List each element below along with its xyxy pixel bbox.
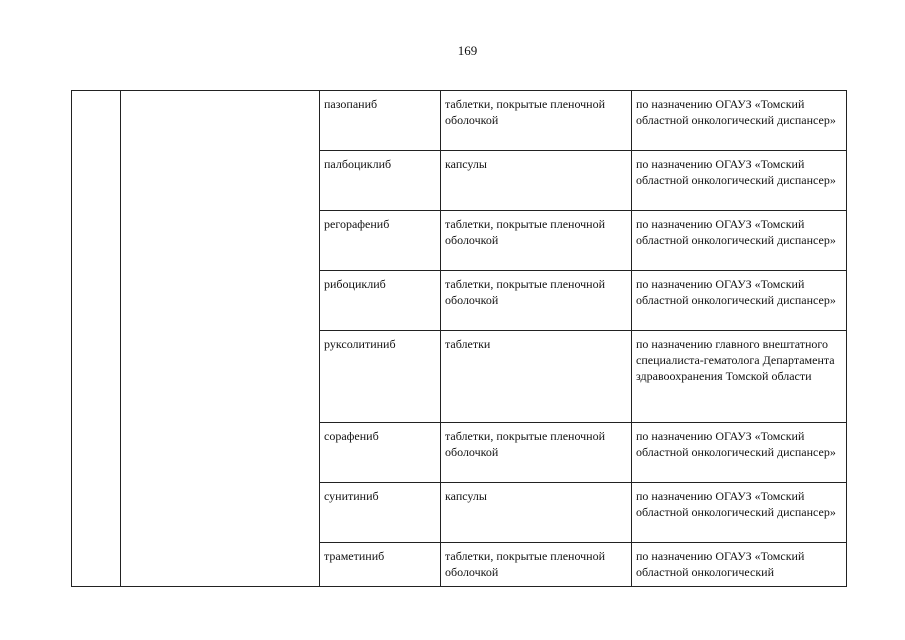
- table-row: [72, 91, 847, 151]
- prescription-condition-cell: по назначению главного внештатного специалиста-гематолога Департамента здравоохранения Томской области: [632, 331, 847, 423]
- dosage-form-cell: капсулы: [441, 151, 632, 211]
- drug-name-cell: пазопаниб: [320, 91, 441, 151]
- dosage-form-cell: таблетки: [441, 331, 632, 423]
- drug-name-cell: сунитиниб: [320, 483, 441, 543]
- dosage-form-cell: таблетки, покрытые пленочной оболочкой: [441, 211, 632, 271]
- code-column-cell: [72, 91, 121, 587]
- drug-name-cell: палбоциклиб: [320, 151, 441, 211]
- dosage-form-cell: капсулы: [441, 483, 632, 543]
- group-column-cell: [121, 91, 320, 587]
- prescription-condition-cell: по назначению ОГАУЗ «Томский областной онкологический диспансер»: [632, 483, 847, 543]
- prescription-condition-cell: по назначению ОГАУЗ «Томский областной онкологический диспансер»: [632, 151, 847, 211]
- page-number: 169: [457, 43, 478, 58]
- prescription-condition-cell: по назначению ОГАУЗ «Томский областной онкологический диспансер»: [632, 211, 847, 271]
- prescription-condition-cell: по назначению ОГАУЗ «Томский областной онкологический: [632, 543, 847, 587]
- drug-name-cell: траметиниб: [320, 543, 441, 587]
- drug-name-cell: регорафениб: [320, 211, 441, 271]
- drug-name-cell: рибоциклиб: [320, 271, 441, 331]
- dosage-form-cell: таблетки, покрытые пленочной оболочкой: [441, 423, 632, 483]
- prescription-condition-cell: по назначению ОГАУЗ «Томский областной онкологический диспансер»: [632, 271, 847, 331]
- drug-table: [71, 90, 847, 587]
- dosage-form-cell: таблетки, покрытые пленочной оболочкой: [441, 271, 632, 331]
- prescription-condition-cell: по назначению ОГАУЗ «Томский областной онкологический диспансер»: [632, 91, 847, 151]
- drug-name-cell: сорафениб: [320, 423, 441, 483]
- dosage-form-cell: таблетки, покрытые пленочной оболочкой: [441, 543, 632, 587]
- dosage-form-cell: таблетки, покрытые пленочной оболочкой: [441, 91, 632, 151]
- prescription-condition-cell: по назначению ОГАУЗ «Томский областной онкологический диспансер»: [632, 423, 847, 483]
- drug-name-cell: руксолитиниб: [320, 331, 441, 423]
